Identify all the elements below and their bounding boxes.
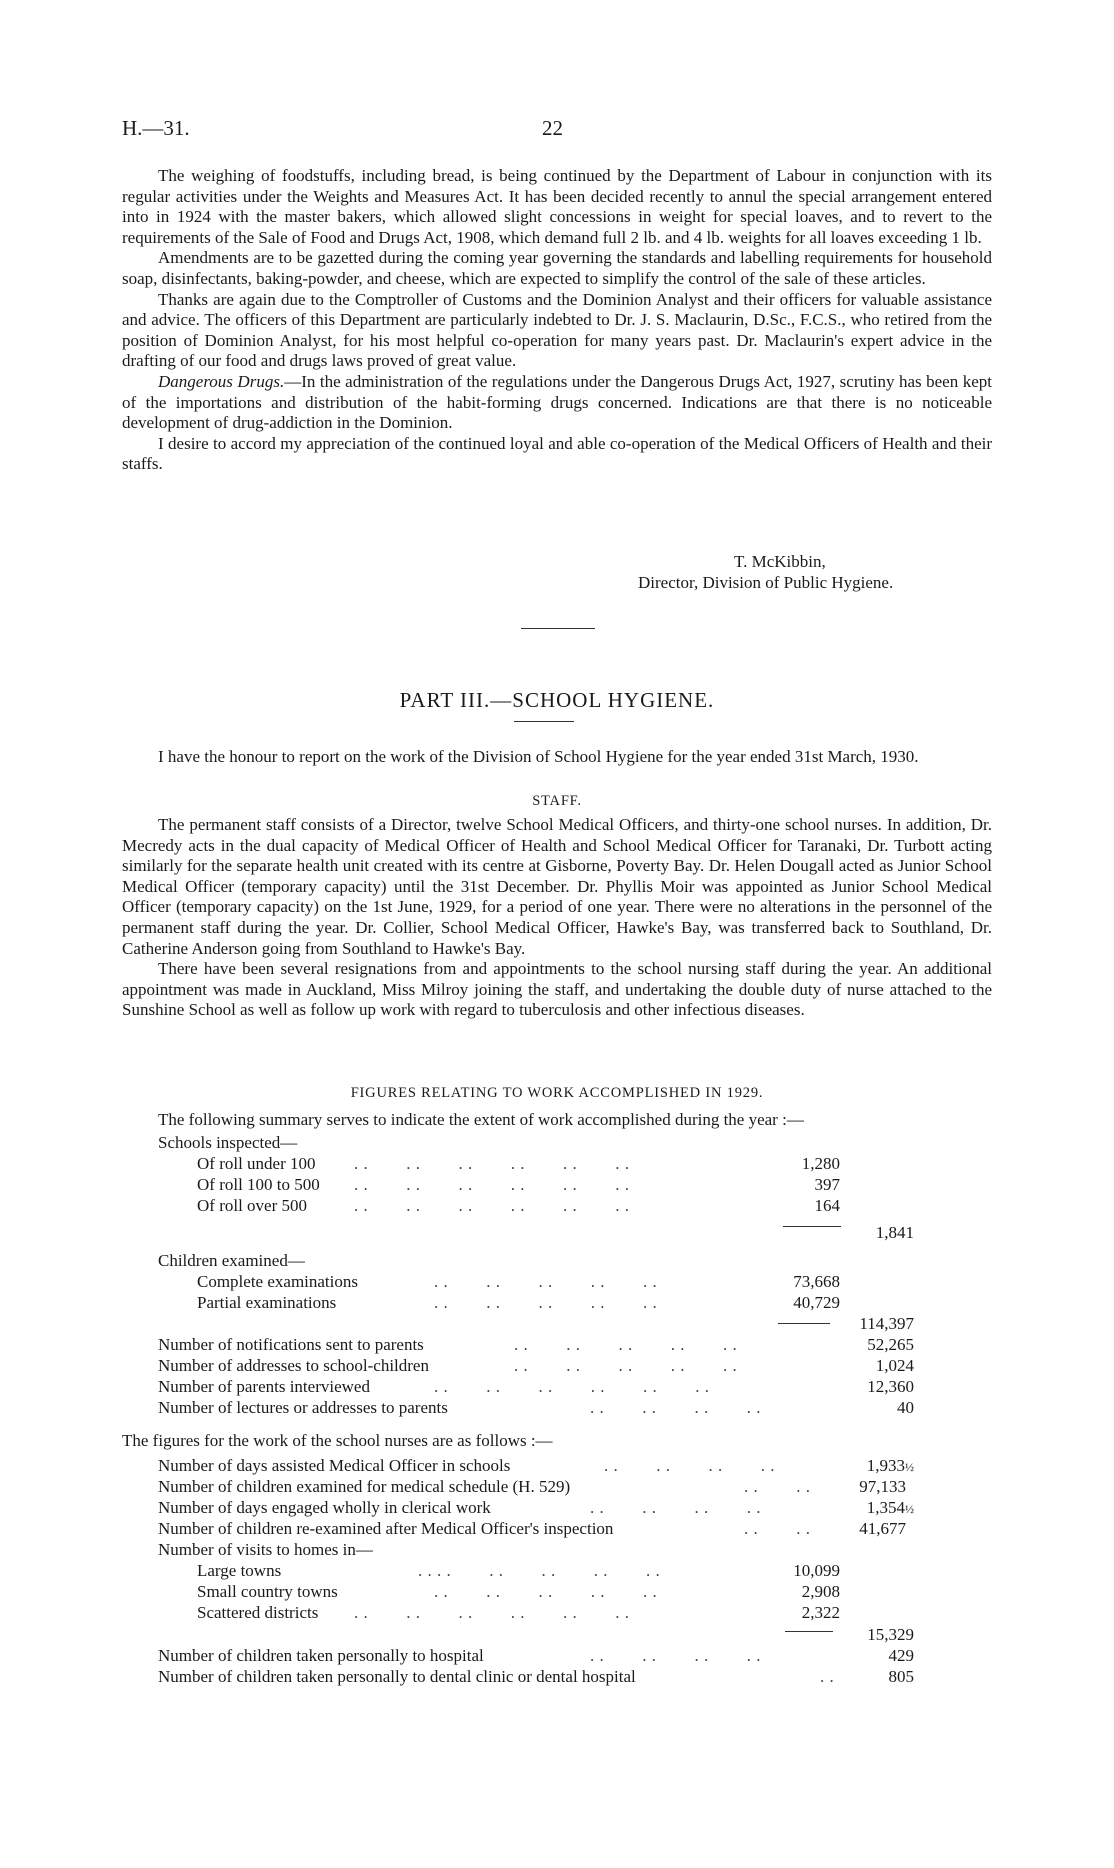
figures-intro: The following summary serves to indicate the extent of work accomplished during the year :— [158,1110,804,1129]
item-label: Number of children re-examined after Medical Officer's inspection [158,1519,614,1538]
leader-dots: . . . . . . . . [604,1456,775,1475]
item-label: Number of days engaged wholly in clerical work [158,1498,491,1517]
paragraph-amendments: Amendments are to be gazetted during the coming year governing the standards and labelling requirements for household soap, disinfectants, baking-powder, and cheese, which are expected to simplify the control of the sale of these articles. [122,248,992,288]
list-item [0,1355,1114,1376]
paragraph-nursing-staff: There have been several resignations from and appointments to the school nursing staff during the year. An additional appointment was made in Auckland, Miss Milroy joining the staff, and undertaking the double duty of nurse attached to the Sunshine School as well as follow up work with regard to tuberculosis and other infectious diseases. [122,959,992,1020]
staff-section [122,815,992,1021]
list-item [0,1602,1114,1623]
staff-heading: STAFF. [532,793,582,809]
visits-heading: Number of visits to homes in— [158,1540,373,1559]
item-value: 10,099 [793,1561,840,1580]
item-label: Number of children taken personally to dental clinic or dental hospital [158,1667,636,1686]
list-item [0,1195,1114,1216]
value-number: 1,354 [866,1498,905,1517]
leader-dots: . . . . [744,1477,811,1496]
nurses-intro: The figures for the work of the school nurses are as follows :— [122,1431,553,1450]
leader-dots: . . . . . . . . . . . . [418,1561,661,1580]
item-value: 1,280 [801,1154,840,1173]
leader-dots: . . . . . . . . . . [434,1582,658,1601]
item-value: 41,677 [859,1519,906,1538]
list-item [0,1455,1114,1476]
figures-heading: FIGURES RELATING TO WORK ACCOMPLISHED IN 1929. [350,1085,764,1101]
item-value: 164 [814,1196,840,1215]
leader-dots: . . . . . . . . . . . . [354,1603,630,1622]
item-label: Of roll under 100 [197,1154,316,1173]
report-reference: H.—31. [122,116,190,140]
item-value: 40,729 [793,1293,840,1312]
list-item [0,1581,1114,1602]
leader-dots: . . . . . . . . [590,1646,761,1665]
list-item [0,1645,1114,1666]
page-header [122,116,992,146]
signatory-name: T. McKibbin, [734,552,826,571]
leader-dots: . . . . . . . . . . . . [434,1377,710,1396]
list-item [0,1174,1114,1195]
item-label: Of roll 100 to 500 [197,1175,320,1194]
section-divider [521,628,595,629]
item-value: 73,668 [793,1272,840,1291]
list-item [0,1476,1114,1497]
value-fraction: ½ [905,1460,914,1474]
value-number: 1,933 [866,1456,905,1475]
children-heading: Children examined— [158,1251,305,1270]
intro-section [122,166,992,475]
item-value: 12,360 [867,1377,914,1396]
paragraph-opening: I have the honour to report on the work of the Division of School Hygiene for the year ended 31st March, 1930. [158,747,919,766]
item-value [0,1455,914,1478]
item-label: Small country towns [197,1582,338,1601]
paragraph-dangerous-drugs [122,372,992,434]
item-value: 97,133 [859,1477,906,1496]
item-label: Number of days assisted Medical Officer in schools [158,1456,511,1475]
schools-heading: Schools inspected— [158,1133,298,1152]
dangerous-drugs-text: —In the administration of the regulations under the Dangerous Drugs Act, 1927, scrutiny has been kept of the importations and distribution of the habit-forming drugs concerned. Indications are that there is no noticeable development of drug-addiction in the Dominion. [122,371,992,433]
leader-dots: . . . . . . . . . . [434,1272,658,1291]
paragraph-appreciation: I desire to accord my appreciation of the continued loyal and able co-operation of the Medical Officers of Health and their staffs. [122,433,992,474]
leader-dots: . . . . . . . . . . [514,1335,738,1354]
item-label: Of roll over 500 [197,1196,308,1215]
dangerous-drugs-heading: Dangerous Drugs. [158,371,285,391]
leader-dots: . . . . . . . . . . . . [354,1196,630,1215]
item-label: Number of lectures or addresses to parents [158,1398,448,1417]
item-label: Number of parents interviewed [158,1377,370,1396]
paragraph-staff: The permanent staff consists of a Director, twelve School Medical Officers, and thirty-one school nurses. In addition, Dr. Mecredy acts in the dual capacity of Medical Officer of Health and School Medical Officer for Taranaki, Dr. Turbott acting similarly for the separate health unit created with its centre at Gisborne, Poverty Bay. Dr. Helen Dougall acted as Junior School Medical Officer (temporary capacity) until the 31st December. Dr. Phyllis Moir was appointed as Junior School Medical Officer (temporary capacity) on the 1st June, 1929, for a period of one year. There were no alterations in the personnel of the permanent staff during the year. Dr. Collier, School Medical Officer, Hawke's Bay, was transferred back to Southland, Dr. Catherine Anderson going from Southland to Hawke's Bay. [122,815,992,958]
leader-dots: . . . . . . . . [590,1498,761,1517]
list-item [0,1518,1114,1539]
item-value: 40 [897,1398,914,1417]
item-label: Number of notifications sent to parents [158,1335,424,1354]
list-item [0,1271,1114,1292]
item-label: Scattered districts [197,1603,319,1622]
item-value [0,1497,914,1520]
item-value: 52,265 [867,1335,914,1354]
children-total: 114,397 [859,1314,914,1333]
subtotal-row [0,1313,1114,1334]
opening-section [122,747,992,768]
leader-dots: . . . . . . . . . . [514,1356,738,1375]
item-label: Partial examinations [197,1293,337,1312]
list-item [0,1497,1114,1518]
schools-total: 1,841 [875,1223,914,1242]
visits-total: 15,329 [867,1625,914,1644]
leader-dots: . . . . . . . . [590,1398,761,1417]
list-item [0,1292,1114,1313]
list-item [0,1334,1114,1355]
paragraph-thanks: Thanks are again due to the Comptroller of Customs and the Dominion Analyst and their officers for valuable assistance and advice. The officers of this Department are particularly indebted to Dr. J. S. Maclaurin, D.Sc., F.C.S., who retired from the position of Dominion Analyst, for his most helpful co-operation for many years past. Dr. Maclaurin's expert advice in the drafting of our food and drugs laws proved of great value. [122,289,992,371]
list-item [0,1666,1114,1687]
item-value: 2,322 [801,1603,840,1622]
list-item [0,1376,1114,1397]
list-item [0,1560,1114,1581]
leader-dots: . . [820,1667,835,1686]
leader-dots: . . . . . . . . . . . . [354,1175,630,1194]
item-label: Number of children examined for medical schedule (H. 529) [158,1477,571,1496]
item-value: 2,908 [801,1582,840,1601]
part-title: PART III.—SCHOOL HYGIENE. [399,688,715,712]
subtotal-row [0,1222,1114,1243]
leader-dots: . . . . . . . . . . [434,1293,658,1312]
item-value: 1,024 [875,1356,914,1375]
paragraph-weighing: The weighing of foodstuffs, including bread, is being continued by the Department of Labour in conjunction with its regular activities under the Weights and Measures Act. It has been decided recently to annul the special arrangement entered into in 1924 with the master bakers, which allowed slight concessions in weight for special loaves, and to revert to the requirements of the Sale of Food and Drugs Act, 1908, which demand full 2 lb. and 4 lb. weights for all loaves exceeding 1 lb. [122,166,992,247]
page-number: 22 [542,116,563,140]
list-item [0,1153,1114,1174]
signatory-title: Director, Division of Public Hygiene. [638,573,894,592]
item-label: Large towns [197,1561,282,1580]
list-item [0,1397,1114,1418]
item-value: 805 [888,1667,914,1686]
item-value: 429 [888,1646,914,1665]
item-label: Number of children taken personally to hospital [158,1646,484,1665]
title-underline [514,721,574,722]
item-label: Complete examinations [197,1272,358,1291]
subtotal-row [0,1624,1114,1645]
leader-dots: . . . . [744,1519,811,1538]
leader-dots: . . . . . . . . . . . . [354,1154,630,1173]
item-value: 397 [814,1175,840,1194]
item-label: Number of addresses to school-children [158,1356,429,1375]
value-fraction: ½ [905,1502,914,1516]
